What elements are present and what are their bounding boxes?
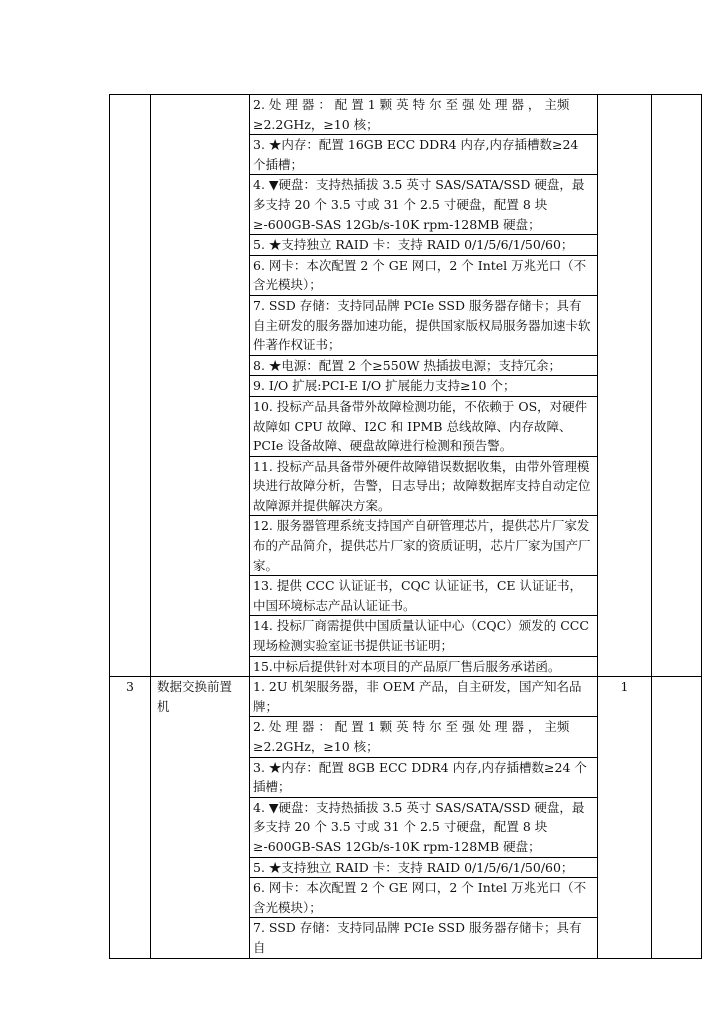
remark-cell <box>652 677 702 958</box>
spec-line: 7. SSD 存储：支持同品牌 PCIe SSD 服务器存储卡；具有自主研发的服务器加速功能，提供国家版权局服务器加速卡软件著作权证书； <box>250 296 597 356</box>
spec-line: 15.中标后提供针对本项目的产品原厂售后服务承诺函。 <box>253 658 561 674</box>
spec-line: 14. 投标厂商需提供中国质量认证中心（CQC）颁发的 CCC 现场检测实验室证书提供证书证明； <box>250 616 597 656</box>
spec-line: 4. ▼硬盘：支持热插拔 3.5 英寸 SAS/SATA/SSD 硬盘，最多支持 20 个 3.5 寸或 31 个 2.5 寸硬盘，配置 8 块≥-600GB-SAS 12Gb/s-10K rpm-128MB 硬盘； <box>250 175 597 235</box>
spec-line: 6. 网卡：本次配置 2 个 GE 网口，2 个 Intel 万兆光口（不含光模块）； <box>250 878 597 918</box>
spec-line: 12. 服务器管理系统支持国产自研管理芯片，提供芯片厂家发布的产品简介，提供芯片厂家的资质证明，芯片厂家为国产厂家。 <box>250 516 597 576</box>
spec-line: 8. ★电源：配置 2 个≥550W 热插拔电源；支持冗余； <box>250 356 597 377</box>
spec-line: 11. 投标产品具备带外硬件故障错误数据收集，由带外管理模块进行故障分析，告警，日志导出；故障数据库支持自动定位故障源并提供解决方案。 <box>250 457 597 517</box>
item-name-cell <box>151 95 250 677</box>
spec-line: 4. ▼硬盘：支持热插拔 3.5 英寸 SAS/SATA/SSD 硬盘，最多支持 20 个 3.5 寸或 31 个 2.5 寸硬盘，配置 8 块≥-600GB-SAS 12Gb/s-10K rpm-128MB 硬盘； <box>250 798 597 858</box>
spec-cell <box>250 95 598 677</box>
spec-cell <box>250 677 598 958</box>
table-row <box>110 95 702 677</box>
quantity-cell <box>598 677 652 958</box>
spec-line: 3. ★内存：配置 16GB ECC DDR4 内存,内存插槽数≥24 个插槽； <box>250 135 597 175</box>
item-name-cell <box>151 677 250 958</box>
spec-line: 10. 投标产品具备带外故障检测功能，不依赖于 OS，对硬件故障如 CPU 故障、I2C 和 IPMB 总线故障、内存故障、PCIe 设备故障、硬盘故障进行检测和预告警。 <box>250 397 597 457</box>
procurement-spec-table <box>109 94 702 959</box>
item-number: 3 <box>126 679 134 695</box>
table-row <box>110 677 702 958</box>
quantity: 1 <box>620 679 629 695</box>
spec-line: 1. 2U 机架服务器，非 OEM 产品，自主研发，国产知名品牌； <box>250 677 597 717</box>
spec-line: 6. 网卡：本次配置 2 个 GE 网口，2 个 Intel 万兆光口（不含光模块）； <box>250 256 597 296</box>
spec-line: 7. SSD 存储：支持同品牌 PCIe SSD 服务器存储卡；具有自 <box>253 920 582 955</box>
spec-line: 9. I/O 扩展:PCI-E I/O 扩展能力支持≥10 个； <box>250 376 597 397</box>
item-name: 数据交换前置机 <box>157 679 233 714</box>
spec-line: 13. 提供 CCC 认证证书，CQC 认证证书，CE 认证证书，中国环境标志产品认证证书。 <box>250 576 597 616</box>
quantity-cell <box>598 95 652 677</box>
spec-line: 2. 处 理 器 ： 配 置 1 颗 英 特 尔 至 强 处 理 器 ， 主频≥2.2GHz，≥10 核； <box>250 717 597 757</box>
item-number-cell <box>110 677 151 958</box>
item-number-cell <box>110 95 151 677</box>
remark-cell <box>652 95 702 677</box>
spec-line: 5. ★支持独立 RAID 卡：支持 RAID 0/1/5/6/1/50/60； <box>250 235 597 256</box>
spec-line: 3. ★内存：配置 8GB ECC DDR4 内存,内存插槽数≥24 个插槽； <box>250 758 597 798</box>
spec-line: 5. ★支持独立 RAID 卡：支持 RAID 0/1/5/6/1/50/60； <box>250 858 597 879</box>
spec-line: 2. 处 理 器 ： 配 置 1 颗 英 特 尔 至 强 处 理 器 ， 主频≥2.2GHz，≥10 核； <box>250 95 597 135</box>
